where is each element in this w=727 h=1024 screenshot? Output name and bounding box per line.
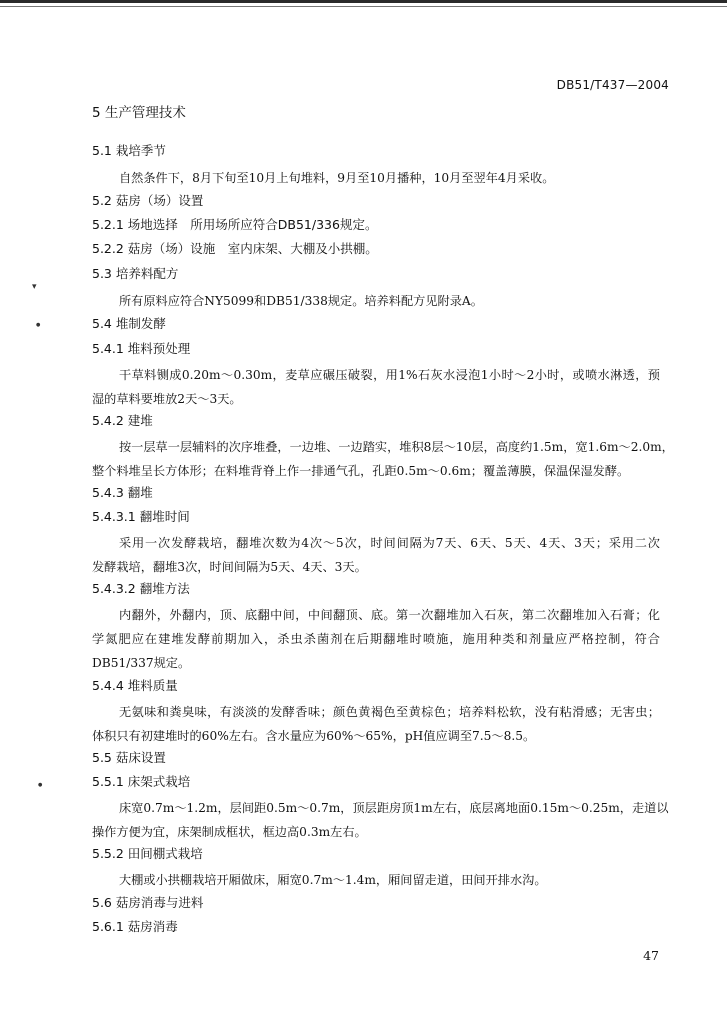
section-heading: 5.5.1 床架式栽培 — [92, 774, 191, 789]
paragraph — [92, 435, 674, 483]
paragraph-line: 采用一次发酵栽培，翻堆次数为4次～5次，时间间隔为7天、6天、5天、4天、3天；采用二次 — [119, 536, 660, 550]
paragraph — [92, 289, 660, 313]
section-heading: 5.2 菇房（场）设置 — [92, 193, 204, 208]
page-number: 47 — [643, 948, 659, 963]
paragraph-line: 无氨味和粪臭味，有淡淡的发酵香味；颜色黄褐色至黄棕色；培养料松软，没有粘滑感；无害虫； — [119, 705, 660, 719]
paragraph-line: 内翻外，外翻内，顶、底翻中间，中间翻顶、底。第一次翻堆加入石灰，第二次翻堆加入石膏；化 — [119, 608, 660, 622]
section-heading: 5.4.2 建堆 — [92, 413, 153, 428]
paragraph-line: 干草料铡成0.20m～0.30m，麦草应碾压破裂，用1%石灰水浸泡1小时～2小时，或喷水淋透，预 — [119, 368, 660, 382]
paragraph — [92, 603, 660, 675]
section-heading: 5 生产管理技术 — [92, 105, 186, 121]
top-border-line — [0, 0, 727, 3]
paragraph-line: 自然条件下，8月下旬至10月上旬堆料，9月至10月播种，10月至翌年4月采收。 — [119, 171, 555, 185]
section-heading: 5.4.3.2 翻堆方法 — [92, 581, 190, 596]
paragraph-line: 发酵栽培，翻堆3次，时间间隔为5天、4天、3天。 — [92, 560, 367, 574]
paragraph-line: 操作方便为宜，床架制成框状，框边高0.3m左右。 — [92, 825, 367, 839]
scan-speck: ● — [36, 322, 41, 328]
section-heading: 5.2.1 场地选择 所用场所应符合DB51/336规定。 — [92, 217, 378, 232]
paragraph-line: 体积只有初建堆时的60%左右。含水量应为60%～65%，pH值应调至7.5～8.5。 — [92, 729, 536, 743]
paragraph — [92, 868, 660, 892]
paragraph — [92, 796, 669, 844]
document-id: DB51/T437—2004 — [556, 78, 669, 92]
paragraph — [92, 700, 660, 748]
section-heading: 5.4.4 堆料质量 — [92, 678, 178, 693]
section-heading: 5.4 堆制发酵 — [92, 316, 166, 331]
paragraph-line: 按一层草一层辅料的次序堆叠，一边堆、一边踏实，堆积8层～10层，高度约1.5m，宽1.6m～2.0m， — [119, 440, 674, 454]
paragraph-line: 所有原料应符合NY5099和DB51/338规定。培养料配方见附录A。 — [119, 294, 483, 308]
scan-speck: ▾ — [32, 282, 37, 292]
section-heading: 5.3 培养料配方 — [92, 266, 179, 281]
paragraph — [92, 531, 660, 579]
paragraph-line: 大棚或小拱棚栽培开厢做床，厢宽0.7m～1.4m，厢间留走道，田间开排水沟。 — [119, 873, 547, 887]
paragraph — [92, 363, 660, 411]
paragraph-line: 湿的草料要堆放2天～3天。 — [92, 392, 242, 406]
section-heading: 5.1 栽培季节 — [92, 143, 166, 158]
section-heading: 5.4.1 堆料预处理 — [92, 341, 191, 356]
scan-speck: ● — [38, 782, 43, 788]
section-heading: 5.6.1 菇房消毒 — [92, 919, 178, 934]
section-heading: 5.5 菇床设置 — [92, 750, 166, 765]
paragraph — [92, 166, 660, 190]
section-heading: 5.5.2 田间棚式栽培 — [92, 846, 203, 861]
section-heading: 5.2.2 菇房（场）设施 室内床架、大棚及小拱棚。 — [92, 241, 378, 256]
section-heading: 5.6 菇房消毒与进料 — [92, 895, 204, 910]
section-heading: 5.4.3.1 翻堆时间 — [92, 509, 190, 524]
paragraph-line: 床宽0.7m～1.2m，层间距0.5m～0.7m，顶层距房顶1m左右，底层离地面0.15m～0.25m，走道以 — [119, 801, 669, 815]
paragraph-line: DB51/337规定。 — [92, 656, 191, 670]
top-border-line-thin — [0, 6, 727, 7]
paragraph-line: 整个料堆呈长方体形；在料堆背脊上作一排通气孔，孔距0.5m～0.6m；覆盖薄膜，保温保湿发酵。 — [92, 464, 630, 478]
section-heading: 5.4.3 翻堆 — [92, 485, 153, 500]
paragraph-line: 学氮肥应在建堆发酵前期加入，杀虫杀菌剂在后期翻堆时喷施，施用种类和剂量应严格控制，符合 — [92, 632, 660, 646]
